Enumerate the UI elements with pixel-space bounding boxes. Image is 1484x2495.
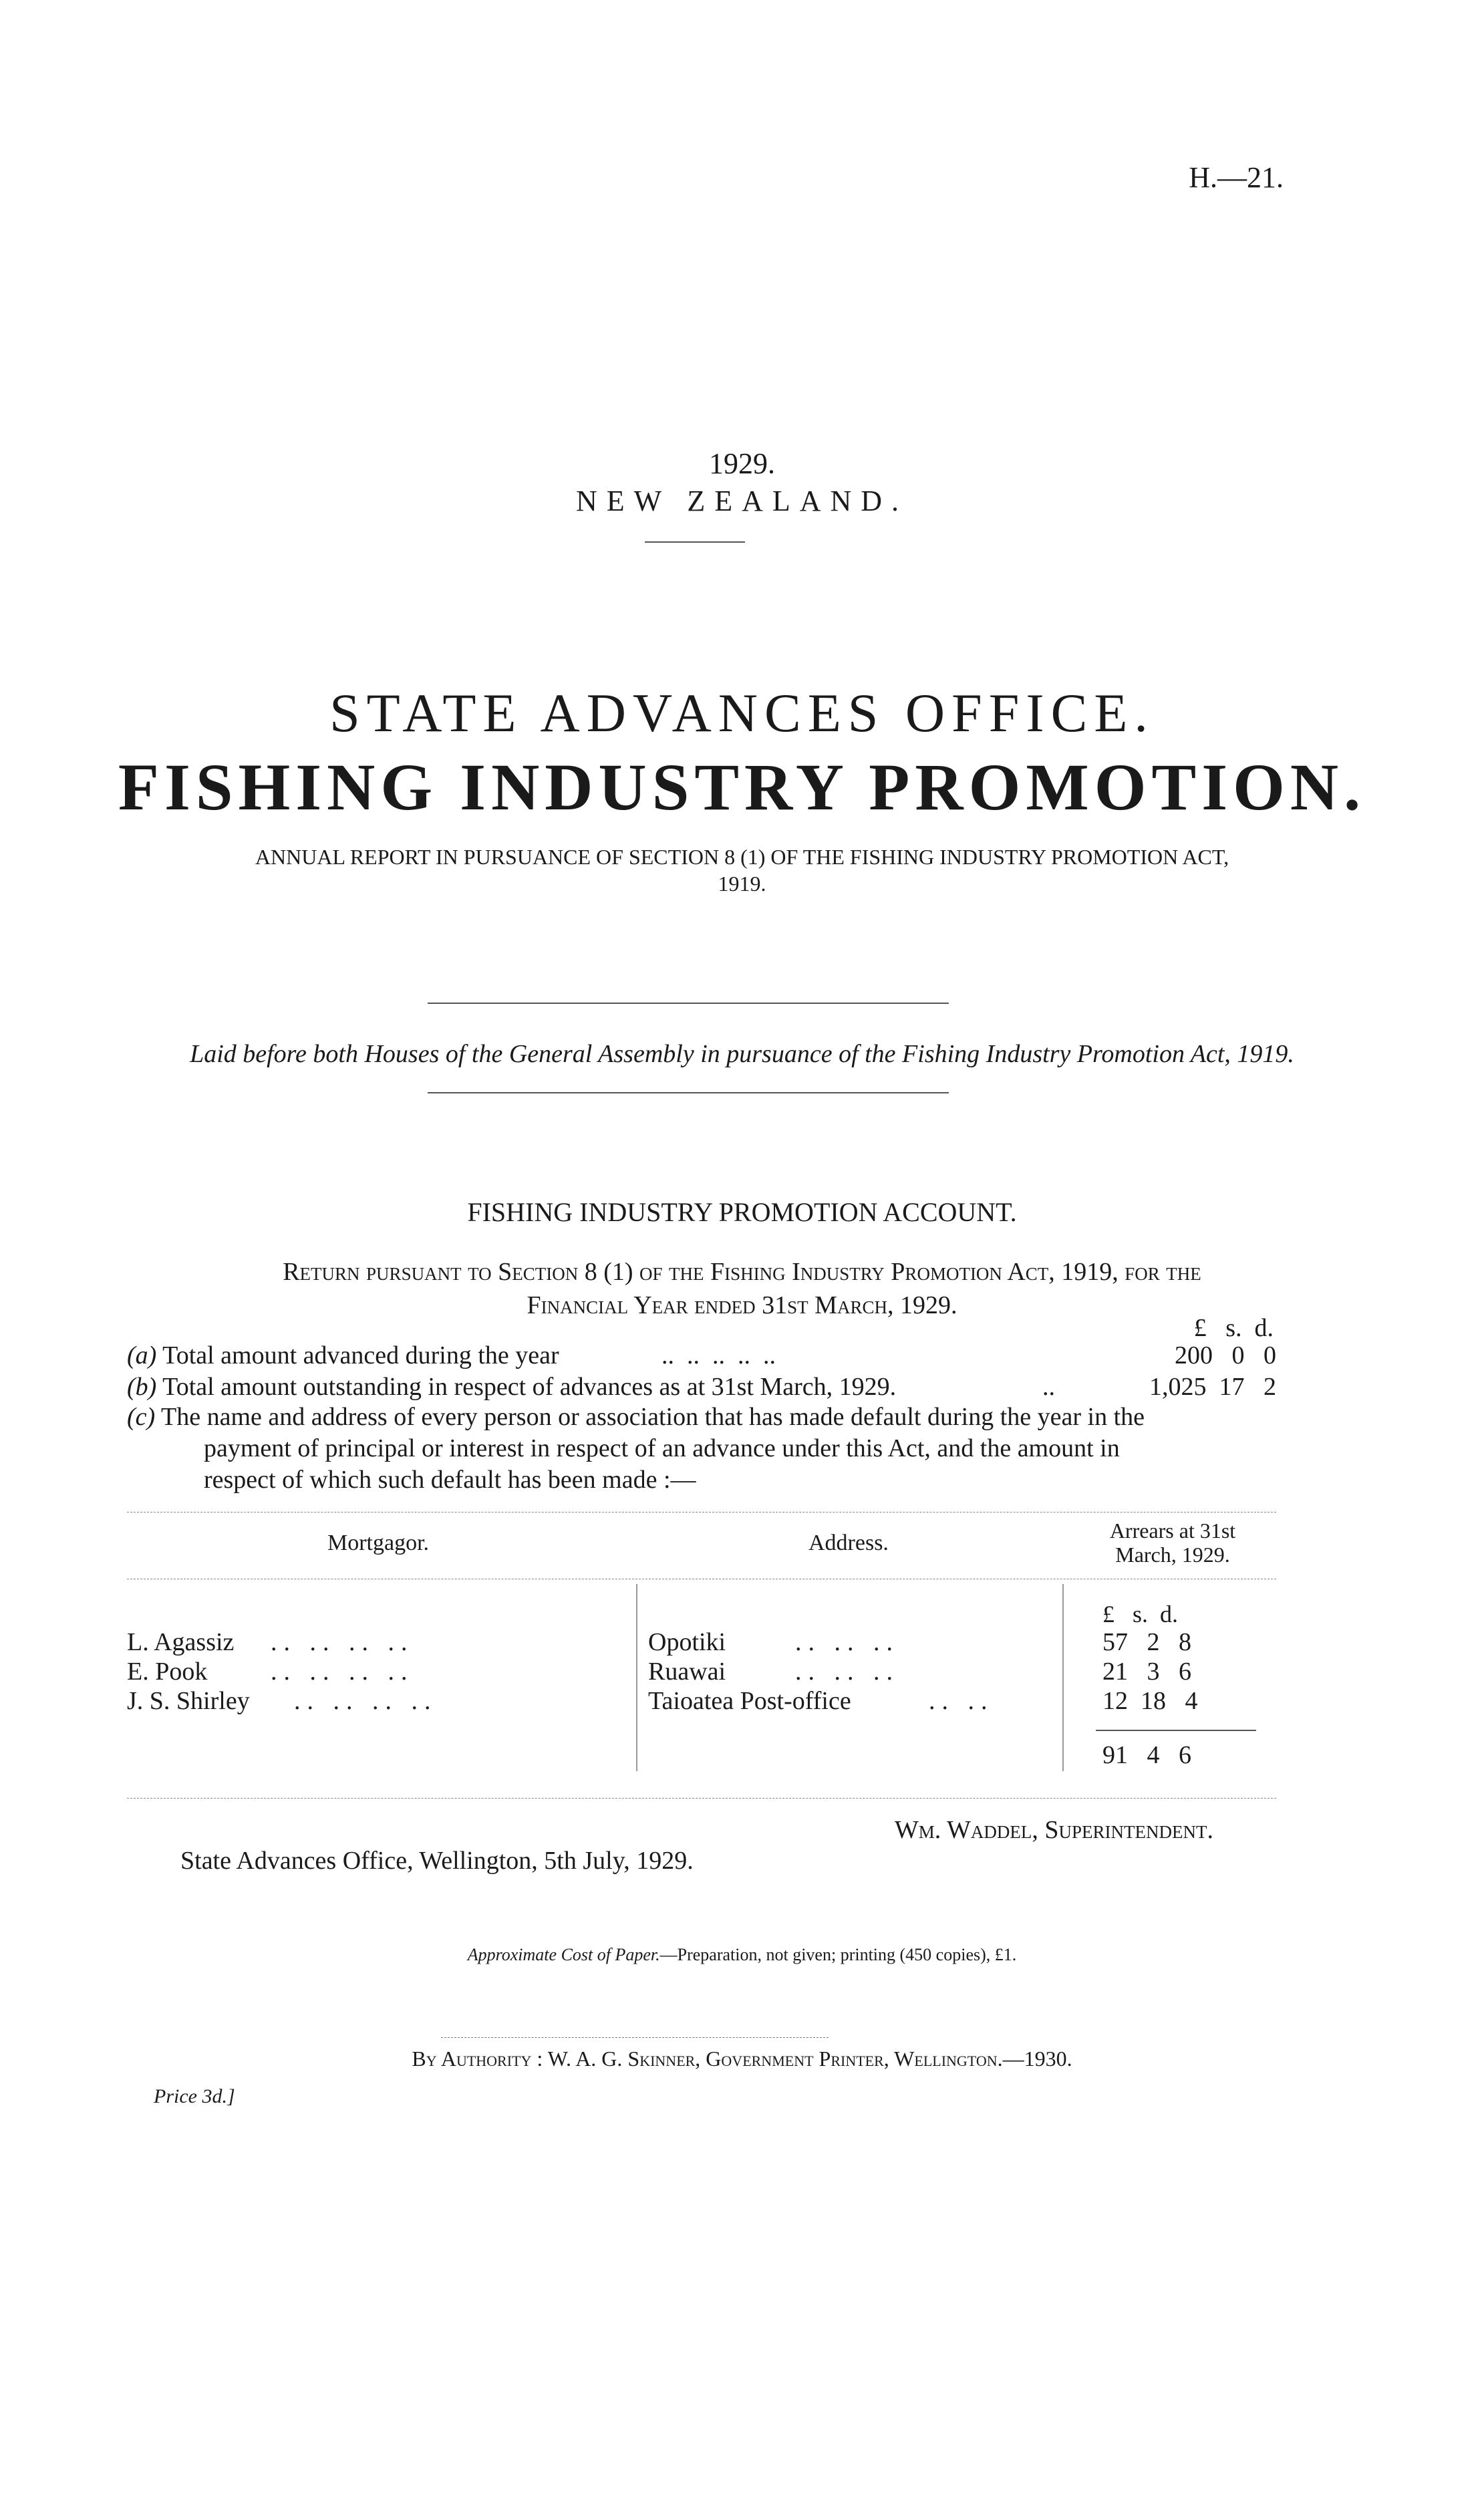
arrears-amount: 12 18 4 <box>1102 1687 1198 1715</box>
mortgagor-name: E. Pook <box>127 1658 208 1686</box>
table-total: 91 4 6 <box>1102 1741 1191 1769</box>
table-row <box>127 1684 1276 1718</box>
item-leader: .. <box>1042 1373 1055 1401</box>
address: Opotiki <box>648 1628 726 1656</box>
currency-header: £ s. d. <box>1193 1314 1274 1342</box>
divider <box>428 1003 949 1004</box>
total-rule <box>1096 1730 1256 1731</box>
row-leader: .. .. .. .. <box>294 1687 438 1715</box>
item-amount: 200 0 0 <box>1175 1341 1276 1369</box>
country: NEW ZEALAND. <box>575 485 909 517</box>
item-label: (b) <box>127 1373 157 1401</box>
cost-text: —Preparation, not given; printing (450 copies), £1. <box>659 1945 1017 1964</box>
authority-line: By Authority : W. A. G. Skinner, Government Printer, Wellington.—1930. <box>412 2047 1072 2071</box>
arrears-amount: 21 3 6 <box>1102 1658 1191 1686</box>
row-leader: .. .. <box>929 1687 994 1715</box>
office-title: STATE ADVANCES OFFICE. <box>329 682 1155 743</box>
arrears-amount: 57 2 8 <box>1102 1628 1191 1656</box>
address: Taioatea Post-office <box>648 1687 851 1715</box>
mortgagor-name: L. Agassiz <box>127 1628 235 1656</box>
row-leader: .. .. .. <box>795 1658 899 1686</box>
return-heading <box>0 1255 1484 1322</box>
item-amount: 1,025 17 2 <box>1149 1373 1276 1401</box>
item-label: (a) <box>127 1341 157 1369</box>
mortgagor-name: J. S. Shirley <box>127 1687 250 1715</box>
main-title: FISHING INDUSTRY PROMOTION. <box>118 750 1366 824</box>
return-line-1: Return pursuant to Section 8 (1) of the Fishing Industry Promotion Act, 1919, for the <box>283 1258 1201 1286</box>
col-header-mortgagor: Mortgagor. <box>327 1531 430 1555</box>
cost-label: Approximate Cost of Paper. <box>467 1945 660 1964</box>
item-c-line-3: respect of which such default has been made :— <box>204 1466 696 1494</box>
item-text: Total amount advanced during the year <box>162 1341 559 1369</box>
item-a <box>127 1339 1276 1372</box>
item-b <box>127 1370 1276 1404</box>
subtitle-line-1: ANNUAL REPORT IN PURSUANCE OF SECTION 8 (1) OF THE FISHING INDUSTRY PROMOTION ACT, <box>255 845 1229 869</box>
table-row <box>127 1625 1276 1659</box>
col-header-arrears-line-2: March, 1929. <box>1115 1543 1230 1567</box>
col-header-arrears-line-1: Arrears at 31st <box>1109 1519 1236 1543</box>
col-header-arrears <box>1066 1519 1280 1567</box>
col-header-address: Address. <box>808 1531 889 1555</box>
divider <box>645 541 745 543</box>
return-line-2: Financial Year ended 31st March, 1929. <box>527 1291 957 1319</box>
price: Price 3d.] <box>154 2085 235 2107</box>
divider <box>441 2037 829 2038</box>
item-c-line-2: payment of principal or interest in respect of an advance under this Act, and the amount in <box>204 1434 1120 1462</box>
address: Ruawai <box>648 1658 726 1686</box>
row-leader: .. .. .. .. <box>271 1658 414 1686</box>
item-c-line-1: The name and address of every person or association that has made default during the year in the <box>161 1403 1145 1431</box>
subtitle <box>0 843 1484 897</box>
table-bottom-rule <box>127 1798 1276 1799</box>
item-text: Total amount outstanding in respect of advances as at 31st March, 1929. <box>162 1373 897 1401</box>
table-top-rule <box>127 1512 1276 1513</box>
divider <box>428 1092 949 1093</box>
item-label: (c) <box>127 1403 156 1431</box>
account-heading: FISHING INDUSTRY PROMOTION ACCOUNT. <box>467 1197 1017 1227</box>
place-date: State Advances Office, Wellington, 5th July, 1929. <box>180 1847 694 1875</box>
item-leader: .. .. .. .. .. <box>661 1341 776 1369</box>
page-number: H.—21. <box>1189 161 1284 194</box>
subtitle-line-2: 1919. <box>718 872 766 896</box>
table-row <box>127 1655 1276 1688</box>
item-c <box>127 1402 1276 1496</box>
year: 1929. <box>709 447 775 480</box>
row-leader: .. .. .. .. <box>271 1628 414 1656</box>
cost-note <box>0 1945 1484 1965</box>
row-leader: .. .. .. <box>795 1628 899 1656</box>
table-currency: £ s. d. <box>1102 1601 1179 1627</box>
signature: Wm. Waddel, Superintendent. <box>894 1816 1213 1844</box>
laid-before-text: Laid before both Houses of the General Assembly in pursuance of the Fishing Industry Promotion Act, 1919. <box>190 1040 1294 1068</box>
